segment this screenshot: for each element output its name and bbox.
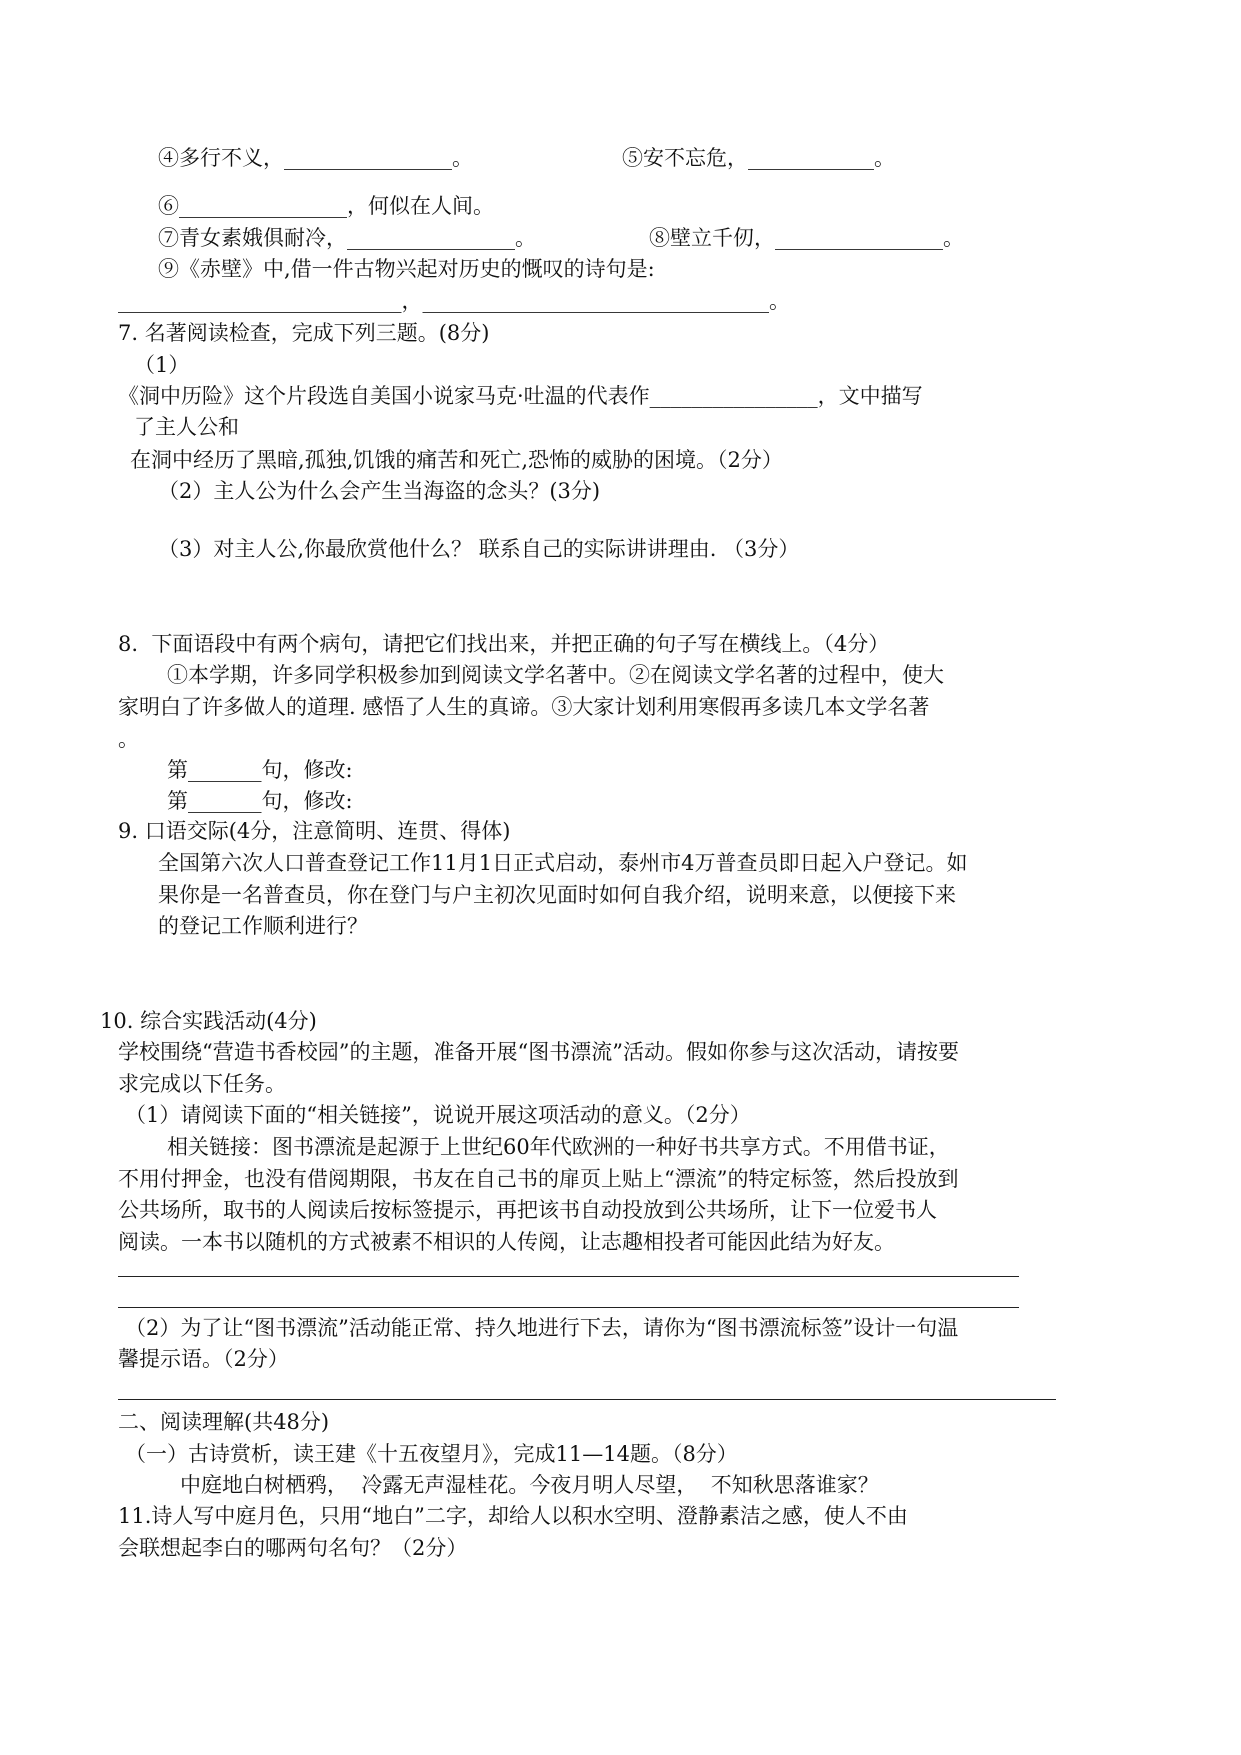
q10-link-line1: 相关链接：图书漂流是起源于上世纪60年代欧洲的一种好书共享方式。不用借书证， bbox=[167, 1135, 950, 1159]
q9-paragraph-line1: 全国第六次人口普查登记工作11月1日正式启动，泰州市4万普查员即日起入户登记。如 bbox=[158, 851, 968, 875]
q7-sub1-line2: 了主人公和 bbox=[134, 415, 239, 439]
q10-intro-line2: 求完成以下任务。 bbox=[118, 1072, 286, 1096]
q7-sub2: （2）主人公为什么会产生当海盗的念头？(3分) bbox=[158, 479, 601, 503]
q6-blank-9-answer: ___________________________，_________________________________。 bbox=[118, 289, 790, 313]
q7-sub3: （3）对主人公,你最欣赏他什么？ 联系自己的实际讲讲理由. （3分） bbox=[158, 537, 800, 561]
q10-sub2-line1: （2）为了让“图书漂流”活动能正常、持久地进行下去，请你为“图书漂流标签”设计一句温 bbox=[125, 1316, 959, 1340]
q6-blank-8: ⑧壁立千仞，________________。 bbox=[649, 226, 964, 250]
q10-answer-line-3 bbox=[118, 1399, 1056, 1400]
q10-sub2-line2: 馨提示语。（2分） bbox=[118, 1347, 289, 1371]
q10-intro-line1: 学校围绕“营造书香校园”的主题，准备开展“图书漂流”活动。假如你参与这次活动，请按要 bbox=[118, 1040, 959, 1064]
q8-answer-2: 第_______句，修改: bbox=[167, 789, 353, 813]
q11-line1: 11.诗人写中庭月色，只用“地白”二字，却给人以积水空明、澄静素洁之感，使人不由 bbox=[118, 1504, 908, 1528]
q6-blank-7: ⑦青女素娥俱耐冷，________________。 bbox=[158, 226, 536, 250]
q7-sub1-number: （1） bbox=[134, 353, 190, 377]
q9-paragraph-line2: 果你是一名普查员，你在登门与户主初次见面时如何自我介绍，说明来意，以便接下来 bbox=[158, 883, 956, 907]
q7-title: 7. 名著阅读检查，完成下列三题。(8分) bbox=[118, 321, 490, 345]
part2-title: 二、阅读理解(共48分) bbox=[118, 1410, 330, 1434]
poem-text: 中庭地白树栖鸦， 冷露无声湿桂花。今夜月明人尽望， 不知秋思落谁家？ bbox=[180, 1473, 879, 1497]
q10-link-line4: 阅读。一本书以随机的方式被素不相识的人传阅，让志趣相投者可能因此结为好友。 bbox=[118, 1230, 895, 1254]
q9-paragraph-line3: 的登记工作顺利进行？ bbox=[158, 914, 368, 938]
q10-answer-line-1 bbox=[118, 1276, 1019, 1277]
q8-paragraph-line3: 。 bbox=[118, 727, 139, 751]
q7-sub1-line3: 在洞中经历了黑暗,孤独,饥饿的痛苦和死亡,恐怖的威胁的困境。（2分） bbox=[130, 448, 783, 472]
q8-answer-1: 第_______句，修改: bbox=[167, 758, 353, 782]
q11-line2: 会联想起李白的哪两句名句？（2分） bbox=[118, 1536, 468, 1560]
q10-answer-line-2 bbox=[118, 1307, 1019, 1308]
q9-title: 9. 口语交际(4分，注意简明、连贯、得体) bbox=[118, 819, 511, 843]
q6-blank-6: ⑥________________，何似在人间。 bbox=[158, 194, 494, 218]
q8-paragraph-line1: ①本学期，许多同学积极参加到阅读文学名著中。②在阅读文学名著的过程中，使大 bbox=[167, 663, 944, 687]
q6-blank-5: ⑤安不忘危，____________。 bbox=[622, 146, 895, 170]
q7-sub1-line1: 《洞中历险》这个片段选自美国小说家马克·吐温的代表作________________，文中描写 bbox=[118, 384, 923, 408]
q10-link-line3: 公共场所，取书的人阅读后按标签提示，再把该书自动投放到公共场所，让下一位爱书人 bbox=[118, 1198, 937, 1222]
q6-blank-4: ④多行不义，________________。 bbox=[158, 146, 473, 170]
q6-blank-9-prompt: ⑨《赤壁》中,借一件古物兴起对历史的慨叹的诗句是: bbox=[158, 257, 655, 281]
q10-link-line2: 不用付押金，也没有借阅期限，书友在自己书的扉页上贴上“漂流”的特定标签，然后投放到 bbox=[118, 1167, 959, 1191]
q8-title: 8. 下面语段中有两个病句，请把它们找出来，并把正确的句子写在横线上。（4分） bbox=[118, 632, 890, 656]
part2-section1-heading: （一）古诗赏析，读王建《十五夜望月》，完成11—14题。（8分） bbox=[125, 1442, 738, 1466]
q10-sub1: （1）请阅读下面的“相关链接”，说说开展这项活动的意义。（2分） bbox=[125, 1103, 751, 1127]
q10-title: 10. 综合实践活动(4分) bbox=[100, 1009, 317, 1033]
q8-paragraph-line2: 家明白了许多做人的道理. 感悟了人生的真谛。③大家计划利用寒假再多读几本文学名著 bbox=[118, 695, 930, 719]
